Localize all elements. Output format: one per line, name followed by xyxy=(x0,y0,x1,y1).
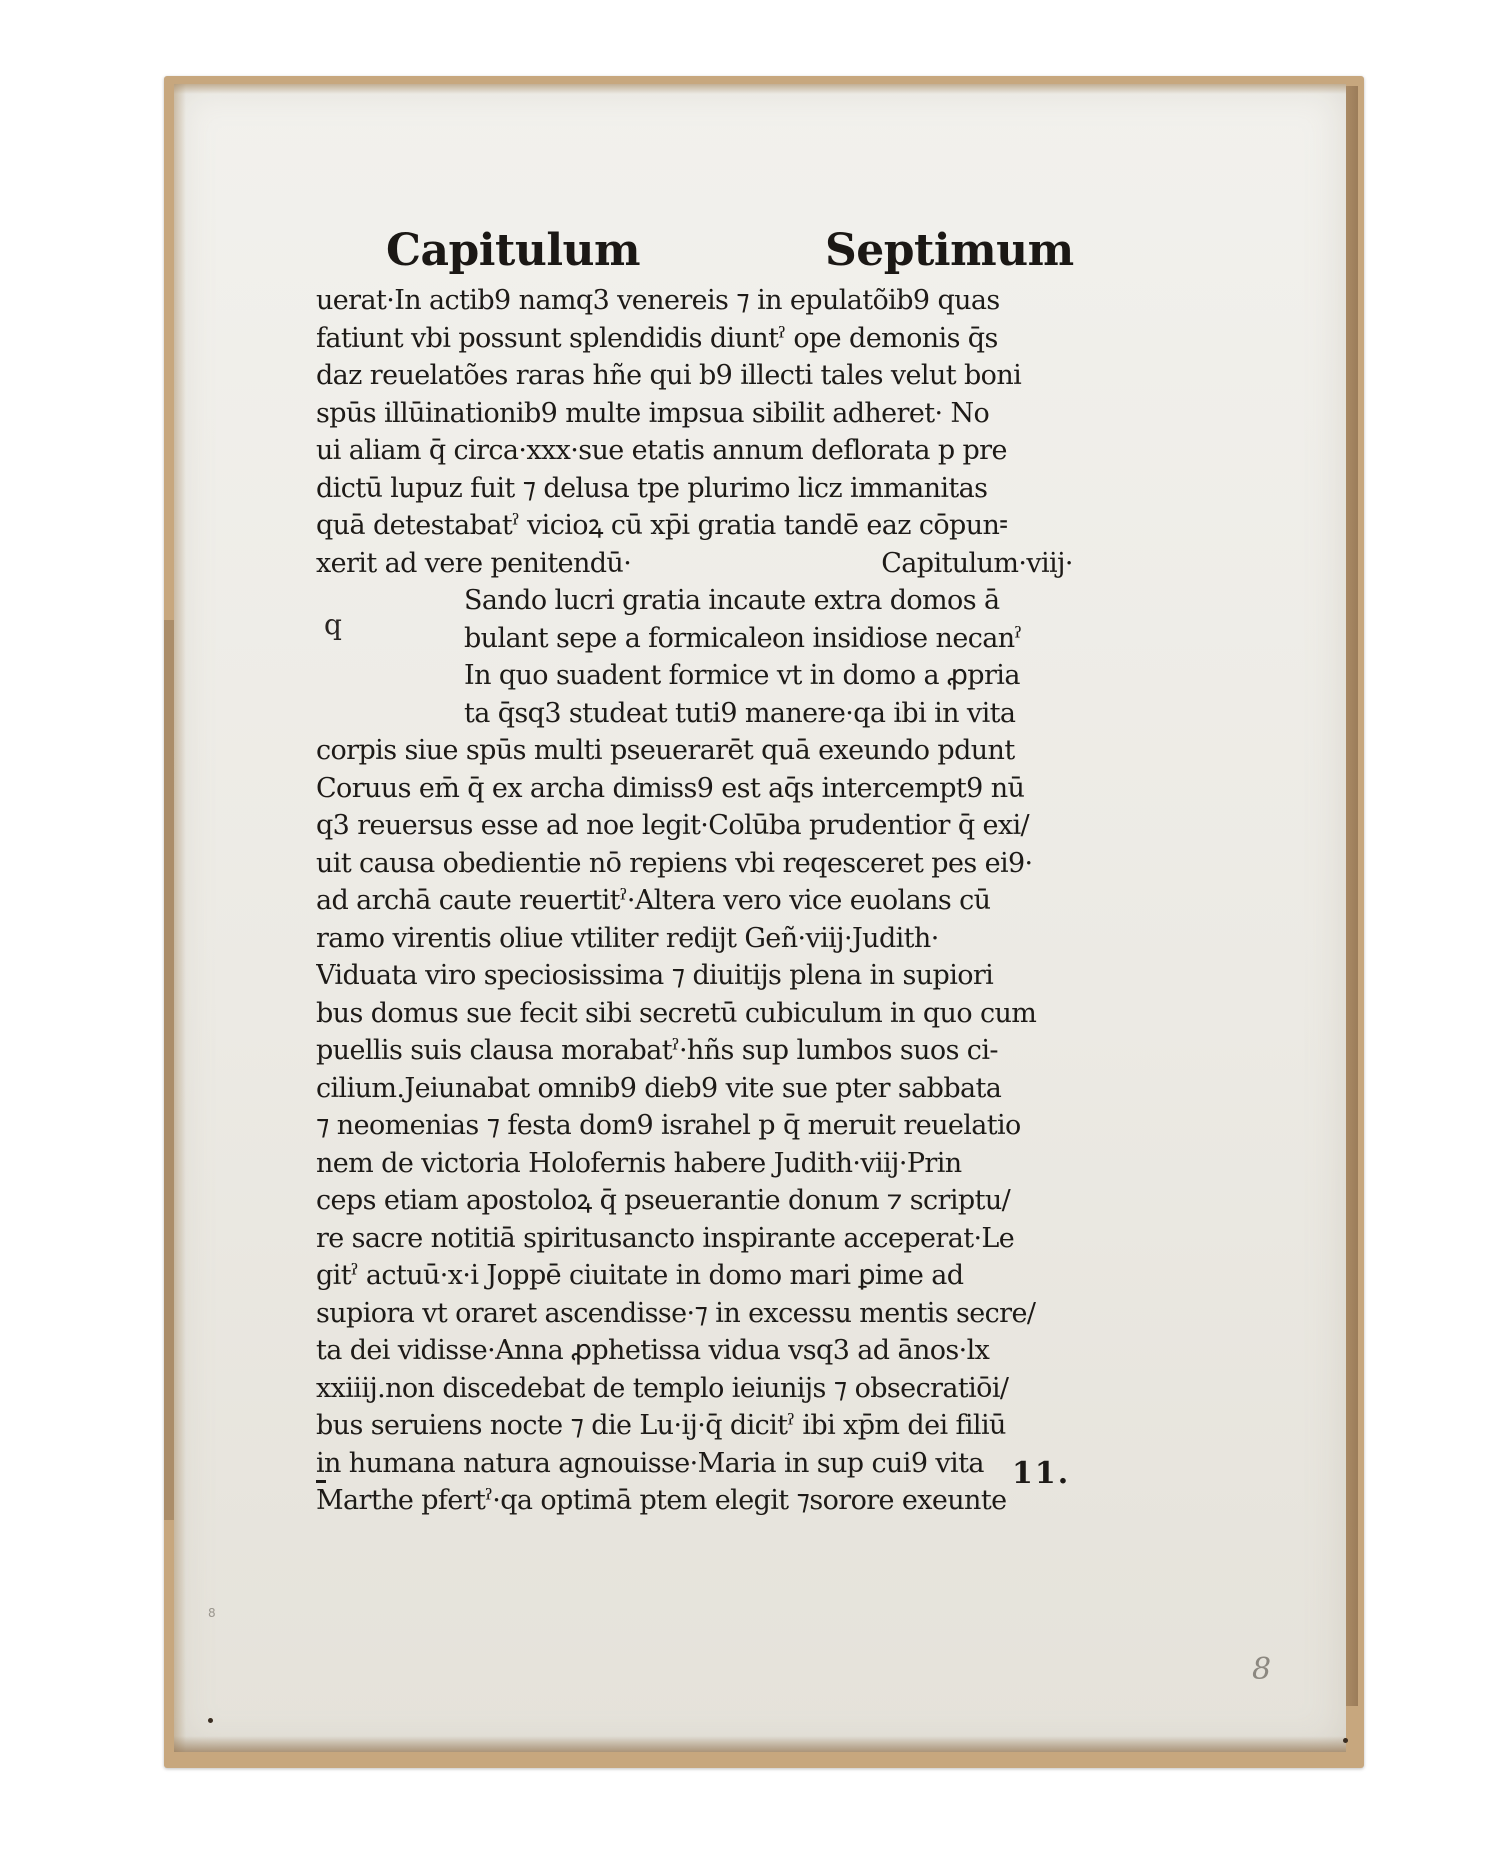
leaf-edge-left xyxy=(174,84,186,1752)
text-line: daz reuelatões raras hñe qui b9 illecti tales velut boni xyxy=(316,360,1022,391)
folio-number: 11. xyxy=(1012,1456,1071,1491)
running-head-left: Capitulum xyxy=(386,225,641,276)
text-line: bus seruiens nocte ⁊ die Lu·ij·q̄ dicitˀ ibi xp̄m dei filiū xyxy=(316,1410,1006,1441)
text-line: ta dei vidisse·Anna ꝓphetissa vidua vsq3 ad ānos·lx xyxy=(316,1335,990,1366)
pencil-annotation: 8 xyxy=(1252,1652,1272,1687)
text-line: cilium.Jeiunabat omnib9 dieb9 vite sue pter sabbata xyxy=(316,1072,1002,1104)
text-line-with-chapter-heading xyxy=(316,545,1086,583)
guide-letter: q xyxy=(324,608,342,641)
leaf-edge-bottom xyxy=(174,1736,1346,1752)
text-line: bus domus sue fecit sibi secretū cubiculum in quo cum xyxy=(316,997,1037,1029)
running-head-right: Septimum xyxy=(825,225,1074,276)
text-line: fatiunt vbi possunt splendidis diuntˀ ope demonis q̄s xyxy=(316,322,998,354)
text-line: gitˀ actuū·x·i Joppē ciuitate in domo mari ꝑime ad xyxy=(316,1260,964,1291)
wormhole-mark xyxy=(1343,1738,1348,1743)
text-line: bulant sepe a formicaleon insidiose necanˀ xyxy=(464,622,1022,654)
text-line: spūs illūinationib9 multe impsua sibilit adheret· No xyxy=(316,397,990,429)
text-line: Marthe pfertˀ·qa optimā ptem elegit ⁊sorore exeunte xyxy=(316,1485,1007,1516)
text-line: xxiiij.non discedebat de templo ieiunijs ⁊ obsecratiōi/ xyxy=(316,1372,1009,1404)
text-line: q3 reuersus esse ad noe legit·Colūba prudentior q̄ exi/ xyxy=(316,810,1030,841)
text-line: nem de victoria Holofernis habere Judith·viij·Prin xyxy=(316,1147,962,1179)
catchword-mark xyxy=(316,1480,326,1483)
text-line: puellis suis clausa morabatˀ·hñs sup lumbos suos ci- xyxy=(316,1035,998,1066)
text-line: uit causa obedientie nō repiens vbi reqesceret pes ei9· xyxy=(316,847,1033,879)
text-line: Coruus em̄ q̄ ex archa dimiss9 est aq̄s intercempt9 nū xyxy=(316,772,1025,804)
text-line: uerat·In actib9 namq3 venereis ⁊ in epulatõib9 quas xyxy=(316,285,1000,316)
text-line: ad archā caute reuertitˀ·Altera vero vice euolans cū xyxy=(316,885,991,916)
text-block xyxy=(316,282,1086,1520)
text-line: ceps etiam apostoloꝝ q̄ pseuerantie donum ⁊ scriptu/ xyxy=(316,1185,1011,1216)
text-line: ramo virentis oliue vtiliter redijt Geñ·viij·Judith· xyxy=(316,922,939,954)
wormhole-mark xyxy=(208,1718,213,1723)
leaf-edge-top xyxy=(174,84,1346,94)
text-line: supiora vt oraret ascendisse·⁊ in excessu mentis secre/ xyxy=(316,1297,1036,1329)
text-line: Viduata viro speciosissima ⁊ diuitijs plena in supiori xyxy=(316,960,994,991)
text-line: corpis siue spūs multi pseuerarēt quā exeundo pdunt xyxy=(316,735,1015,766)
margin-mark: 8 xyxy=(208,1606,216,1620)
text-line: dictū lupuz fuit ⁊ delusa tpe plurimo licz immanitas xyxy=(316,472,988,504)
text-line: in humana natura agnouisse·Maria in sup cui9 vita xyxy=(316,1447,984,1479)
text-line: quā detestabatˀ vicioꝝ cū xp̄i gratia tandē eaz cōpun⹀ xyxy=(316,510,1008,541)
text-line-segment: xerit ad vere penitendū· xyxy=(316,547,632,579)
text-line: ⁊ neomenias ⁊ festa dom9 israhel p q̄ meruit reuelatio xyxy=(316,1110,1021,1141)
text-line: ta q̄sq3 studeat tuti9 manere·qa ibi in vita xyxy=(464,697,1016,729)
chapter-heading: Capitulum·viij· xyxy=(881,547,1073,579)
text-line: re sacre notitiā spiritusancto inspirante acceperat·Le xyxy=(316,1222,1015,1254)
text-line: ui aliam q̄ circa·xxx·sue etatis annum deflorata p pre xyxy=(316,435,1007,466)
text-line: Sando lucri gratia incaute extra domos ā xyxy=(464,585,1000,616)
text-line: In quo suadent formice vt in domo a ꝓpria xyxy=(464,660,1020,691)
